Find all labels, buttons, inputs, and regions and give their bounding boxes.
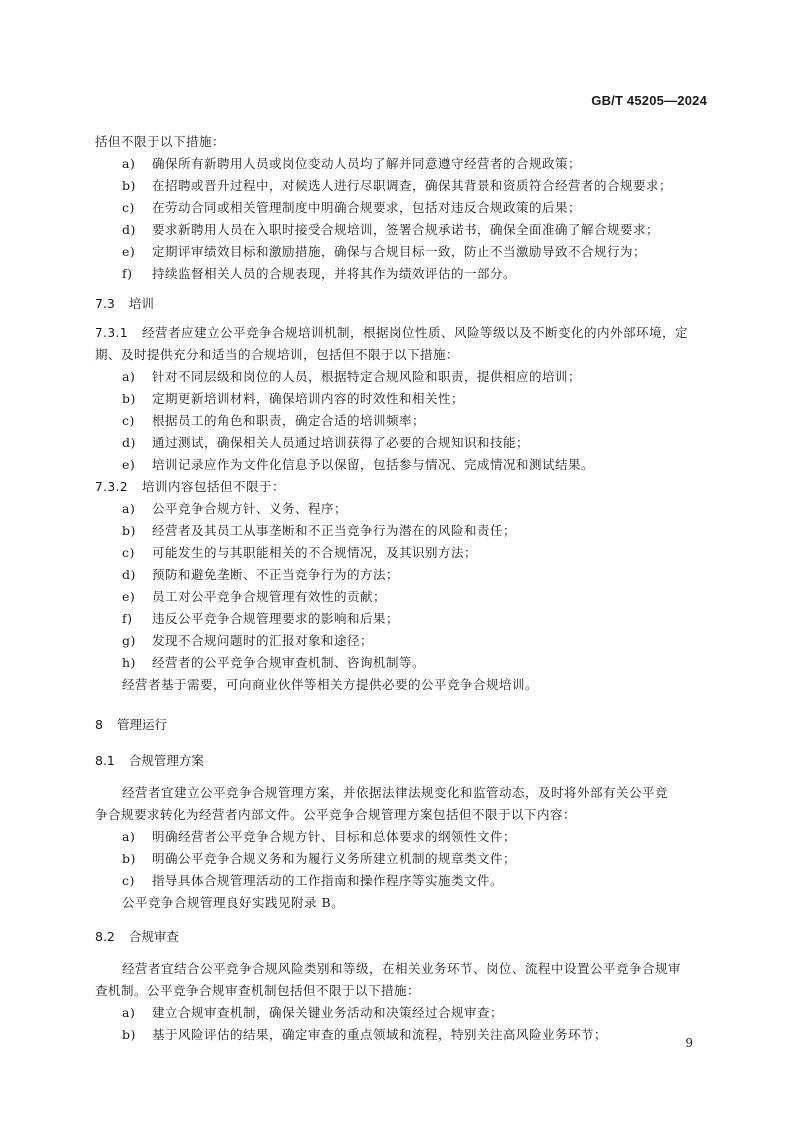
list-item: b) 经营者及其员工从事垄断和不正当竞争行为潜在的风险和责任； [122,523,517,538]
list-item: d) 通过测试，确保相关人员通过培训获得了必要的合规知识和技能； [122,435,530,450]
list-item: f) 违反公平竞争合规管理要求的影响和后果； [122,611,400,626]
list-item: e) 定期评审绩效目标和激励措施，确保与合规目标一致，防止不当激励导致不合规行为； [122,244,647,259]
list-item: a) 确保所有新聘用人员或岗位变动人员均了解并同意遵守经营者的合规政策； [122,156,582,171]
list-item: d) 要求新聘用人员在入职时接受合规培训，签署合规承诺书，确保全面准确了解合规要求； [122,222,660,237]
clause-8-1-note: 公平竞争合规管理良好实践见附录 B。 [122,895,345,910]
section-heading-8: 8 管理运行 [95,717,167,732]
list-item: a) 公平竞争合规方针、义务、程序； [122,501,348,516]
list-training-content [95,498,705,674]
list-item: c) 根据员工的角色和职责，确定合适的培训频率； [122,413,426,428]
list-item: f) 持续监督相关人员的合规表现，并将其作为绩效评估的一部分。 [122,266,517,281]
list-item: c) 在劳动合同或相关管理制度中明确合规要求，包括对违反合规政策的后果； [122,200,582,215]
clause-7-3-2: 7.3.2 培训内容包括但不限于： [95,479,286,494]
page-content [95,131,705,1046]
list-program-content [95,826,705,892]
clause-8-1-para-cont: 争合规要求转化为经营者内部文件。公平竞争合规管理方案包括但不限于以下内容： [95,807,577,822]
list-item: g) 发现不合规问题时的汇报对象和途径； [122,633,374,648]
list-item: d) 预防和避免垄断、不正当竞争行为的方法； [122,567,400,582]
clause-8-2-para-cont: 查机制。公平竞争合规审查机制包括但不限于以下措施： [95,983,421,998]
section-heading-8-2: 8.2 合规审查 [95,929,179,944]
list-item: a) 明确经营者公平竞争合规方针、目标和总体要求的纲领性文件； [122,829,517,844]
list-item: b) 定期更新培训材料，确保培训内容的时效性和相关性； [122,391,465,406]
clause-8-2-para: 经营者宜结合公平竞争合规风险类别和等级，在相关业务环节、岗位、流程中设置公平竞争合规审 [122,961,682,976]
section-heading-8-1: 8.1 合规管理方案 [95,753,204,768]
list-item: b) 明确公平竞争合规义务和为履行义务所建立机制的规章类文件； [122,851,517,866]
list-measures-personnel [95,153,705,285]
section-heading-7-3: 7.3 培训 [95,296,154,311]
list-item: e) 培训记录应作为文件化信息予以保留，包括参与情况、完成情况和测试结果。 [122,457,595,472]
clause-7-3-1: 7.3.1 经营者应建立公平竞争合规培训机制，根据岗位性质、风险等级以及不断变化的内外部环境，定 [95,325,689,340]
list-item: a) 针对不同层级和岗位的人员，根据特定合规风险和职责，提供相应的培训； [122,369,582,384]
intro-line: 括但不限于以下措施： [95,134,226,149]
list-training-measures [95,366,705,476]
list-item: a) 建立合规审查机制，确保关键业务活动和决策经过合规审查； [122,1005,504,1020]
standard-number: GB/T 45205—2024 [591,93,707,108]
list-review-measures [95,1002,705,1046]
list-item: h) 经营者的公平竞争合规审查机制、咨询机制等。 [122,655,426,670]
clause-8-1-para: 经营者宜建立公平竞争合规管理方案，并依据法律法规变化和监管动态，及时将外部有关公平竞 [122,785,669,800]
list-item: b) 基于风险评估的结果，确定审查的重点领域和流程，特别关注高风险业务环节； [122,1027,608,1042]
list-item: e) 员工对公平竞争合规管理有效性的贡献； [122,589,387,604]
clause-7-3-2-note: 经营者基于需要，可向商业伙伴等相关方提供必要的公平竞争合规培训。 [122,677,539,692]
list-item: c) 指导具体合规管理活动的工作指南和操作程序等实施类文件。 [122,873,504,888]
list-item: c) 可能发生的与其职能相关的不合规情况，及其识别方法； [122,545,478,560]
page-number: 9 [685,1036,693,1050]
clause-7-3-1-cont: 期、及时提供充分和适当的合规培训，包括但不限于以下措施： [95,347,460,362]
list-item: b) 在招聘或晋升过程中，对候选人进行尽职调查，确保其背景和资质符合经营者的合规要求； [122,178,673,193]
